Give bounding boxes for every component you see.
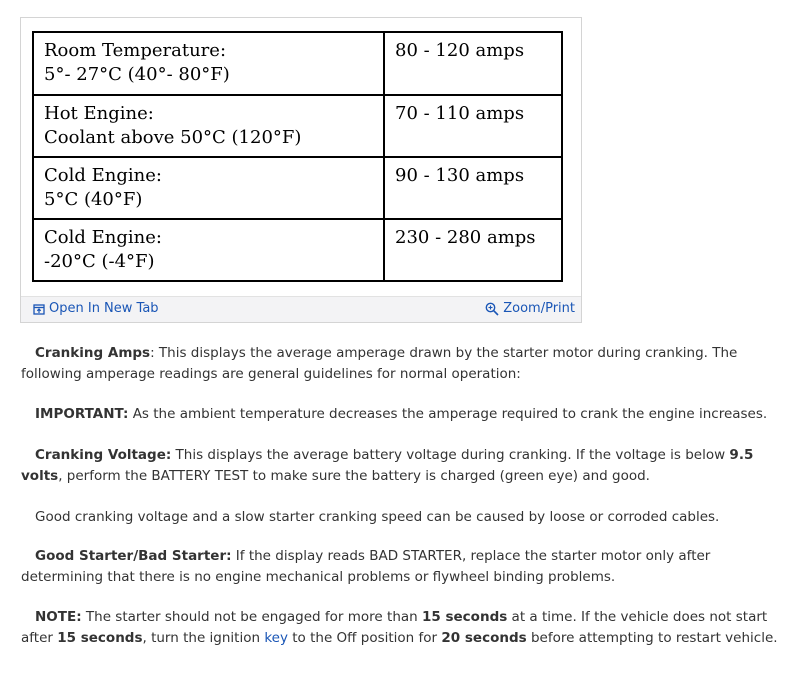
- body-text: This displays the average battery voltage during cranking. If the voltage is below: [171, 447, 730, 463]
- paragraph-cables: [21, 507, 789, 528]
- paragraph-important: [21, 404, 789, 425]
- condition-cell: [34, 96, 385, 158]
- table-row: [34, 33, 561, 94]
- amps-cell: 230 - 280 amps: [395, 227, 536, 248]
- condition-cell: [34, 220, 385, 282]
- emphasis: 9.5 volts: [21, 447, 754, 484]
- condition-title: Hot Engine:: [44, 103, 154, 124]
- amps-cell: 80 - 120 amps: [395, 40, 525, 61]
- body-text: before attempting to restart vehicle.: [526, 630, 778, 646]
- cranking-amps-table-image: [32, 31, 563, 282]
- magnifier-icon: [485, 302, 499, 316]
- emphasis: 15 seconds: [422, 609, 508, 625]
- emphasis: 20 seconds: [441, 630, 527, 646]
- body-text: If the display reads BAD STARTER, replace the starter motor only after determining that there is no engine mechanical problems or flywheel binding problems.: [21, 548, 711, 585]
- condition-title: Room Temperature:: [44, 40, 227, 61]
- condition-detail: -20°C (-4°F): [44, 251, 155, 272]
- table-row: [34, 94, 561, 158]
- paragraph-note: [21, 607, 789, 649]
- amps-cell: 90 - 130 amps: [395, 165, 525, 186]
- zoom-print-label: Zoom/Print: [503, 301, 575, 316]
- body-text: Good cranking voltage and a slow starter cranking speed can be caused by loose or corroded cables.: [35, 509, 720, 525]
- table-row: [34, 218, 561, 282]
- body-text: at a time. If the vehicle does not start after: [21, 609, 768, 646]
- condition-title: Cold Engine:: [44, 165, 162, 186]
- term-label: Cranking Amps: [35, 345, 151, 361]
- term-label: IMPORTANT:: [35, 406, 129, 422]
- body-text: , perform the BATTERY TEST to make sure the battery is charged (green eye) and good.: [58, 468, 650, 484]
- zoom-print-link[interactable]: [485, 301, 575, 316]
- body-text: : This displays the average amperage drawn by the starter motor during cranking. The following amperage readings are general guidelines for normal operation:: [21, 345, 738, 382]
- term-label: Cranking Voltage:: [35, 447, 172, 463]
- term-label: NOTE:: [35, 609, 82, 625]
- table-row: [34, 156, 561, 220]
- body-text: to the Off position for: [287, 630, 442, 646]
- condition-cell: [34, 158, 385, 220]
- amps-cell: 70 - 110 amps: [395, 103, 525, 124]
- condition-detail: 5°C (40°F): [44, 189, 143, 210]
- term-label: Good Starter/Bad Starter:: [35, 548, 232, 564]
- key-link[interactable]: key: [264, 630, 288, 646]
- condition-cell: [34, 33, 385, 94]
- figure-frame: [20, 17, 582, 323]
- body-text: As the ambient temperature decreases the amperage required to crank the engine increases.: [128, 406, 768, 422]
- condition-detail: Coolant above 50°C (120°F): [44, 127, 302, 148]
- open-new-tab-icon: [33, 303, 45, 315]
- paragraph-cranking-voltage: [21, 445, 789, 487]
- paragraph-good-bad-starter: [21, 546, 789, 588]
- body-text: The starter should not be engaged for more than: [81, 609, 422, 625]
- condition-detail: 5°- 27°C (40°- 80°F): [44, 64, 230, 85]
- open-in-new-tab-link[interactable]: [33, 301, 159, 316]
- condition-title: Cold Engine:: [44, 227, 162, 248]
- body-text: , turn the ignition: [142, 630, 265, 646]
- paragraph-cranking-amps: [21, 343, 789, 385]
- open-in-new-tab-label: Open In New Tab: [49, 301, 159, 316]
- emphasis: 15 seconds: [57, 630, 143, 646]
- figure-toolbar: [21, 296, 581, 322]
